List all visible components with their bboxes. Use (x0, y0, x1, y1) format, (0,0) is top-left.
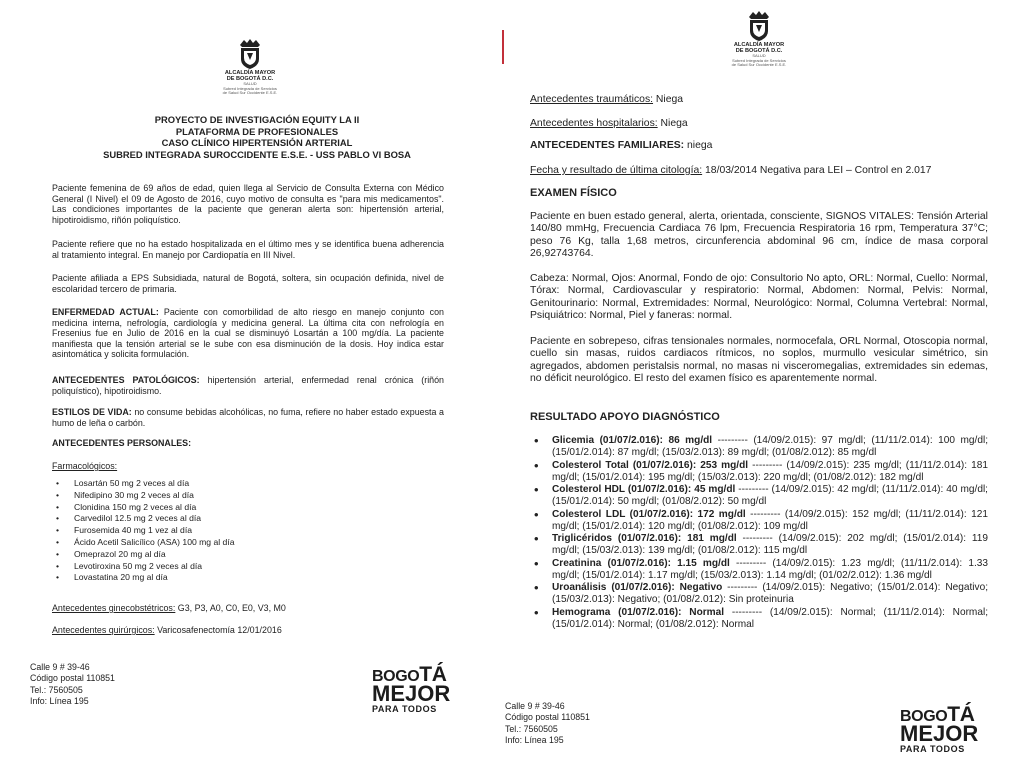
footer-postal: Código postal 110851 (30, 673, 115, 684)
medication-item: • Clonidina 150 mg 2 veces al día (52, 502, 432, 514)
left-page (0, 0, 500, 768)
result-history: --------- (14/09/2.015): 202 mg/dl; (15/01/2.014): 119 mg/dl; (15/03/2.013): 139 mg/dl; (01/08/2.012): 115 mg/dl (552, 533, 988, 556)
medication-item: • Carvedilol 12.5 mg 2 veces al día (52, 513, 432, 525)
result-item (530, 460, 988, 484)
medication-item: • Lovastatina 20 mg al día (52, 572, 432, 584)
current-illness-text: Paciente con comorbilidad de alto riesgo en manejo conjunto con medicina interna, nefrología, cardiología y medicina general. La última cita con nefrología en Fresenius fue en Julio de 2016 en la cual se disminuyó Losartán a 100 mg/día. La paciente manifiesta que la tensión arterial se le sube con esa disminución de la dosis. Hoy indica estar asintomática y solicita formulación. (52, 307, 444, 360)
hospitalization-paragraph: Paciente refiere que no ha estado hospitalizada en el último mes y se identifica buena adherencia al tratamiento integral. En manejo por Cardiopatía en III Nivel. (52, 239, 444, 260)
trauma-history (530, 94, 990, 106)
result-item (530, 558, 988, 582)
current-illness-heading: ENFERMEDAD ACTUAL: (52, 307, 159, 317)
trauma-label: Antecedentes traumáticos: (530, 94, 654, 105)
footer-address: Calle 9 # 39-46 (30, 662, 90, 672)
page-divider-mark (502, 30, 504, 64)
result-current: Creatinina (01/07/2.016): 1.15 mg/dl (552, 557, 730, 569)
lifestyle-heading: ESTILOS DE VIDA: (52, 407, 132, 417)
result-item (530, 484, 988, 508)
lifestyle-section (52, 407, 444, 428)
logo-title-2: DE BOGOTÁ D.C. (735, 48, 783, 54)
logo-sub-1: Subred Integrada de Servicios (732, 57, 786, 63)
intro-paragraph: Paciente femenina de 69 años de edad, quien llega al Servicio de Consulta Externa con Médico General (I Nivel) el 09 de Agosto de 2016, cuyo motivo de consulta es "para mis medicamentos". Las condiciones importantes de la paciente que generan alerta son: hipertensión arterial, hipotiroidismo, riñón poliquístico. (52, 183, 444, 225)
pathological-history-heading: ANTECEDENTES PATOLÓGICOS: (52, 375, 200, 385)
gyneco-label: Antecedentes ginecobstétricos: (52, 603, 176, 613)
right-page (505, 0, 1024, 768)
brand-para-todos: PARA TODOS (900, 744, 965, 754)
hospital-history (530, 118, 990, 130)
result-current: Colesterol HDL (01/07/2.016): 45 mg/dl (552, 484, 736, 495)
pathological-history-text: hipertensión arterial, enfermedad renal crónica (riñón poliquístico), hipotiroidismo. (52, 375, 444, 396)
personal-history-heading: ANTECEDENTES PERSONALES: (52, 438, 192, 448)
pharmacological-heading: Farmacológicos: (52, 461, 118, 471)
result-current: Uroanálisis (01/07/2.016): Negativo (552, 582, 723, 593)
title-line: CASO CLÍNICO HIPERTENSIÓN ARTERIAL (161, 137, 353, 149)
brand-o: O (407, 668, 420, 685)
coat-of-arms-icon (238, 38, 262, 70)
logo-title-1: ALCALDÍA MAYOR (733, 42, 785, 48)
cytology-value: 18/03/2014 Negativa para LEI – Control en 2.017 (702, 165, 932, 176)
result-history: --------- (14/09/2.015): 42 mg/dl; (11/11/2.014): 40 mg/dl; (15/01/2.014): 50 mg/dl; (01/08/2.012): 50 mg/dl (552, 484, 988, 507)
medication-item: • Omeprazol 20 mg al día (52, 549, 432, 561)
alcaldia-logo (714, 10, 804, 68)
medication-item: • Ácido Acetil Salicílico (ASA) 100 mg al día (52, 537, 432, 549)
result-current: Hemograma (01/07/2.016): Normal (552, 606, 725, 618)
affiliation-paragraph: Paciente afiliada a EPS Subsidiada, natural de Bogotá, soltera, sin ocupación definida, nivel de escolaridad tercero de primaria. (52, 273, 444, 294)
pathological-history-section (52, 375, 444, 396)
medication-item: • Furosemida 40 mg 1 vez al día (52, 525, 432, 537)
surgical-label: Antecedentes quirúrgicos: (52, 625, 155, 635)
diagnostic-results-list (530, 435, 988, 631)
gyneco-value: G3, P3, A0, C0, E0, V3, M0 (175, 603, 286, 613)
result-current: Triglicéridos (01/07/2.016): 181 mg/dl (552, 533, 737, 544)
surgical-value: Varicosafenectomía 12/01/2016 (154, 625, 282, 635)
hospital-label: Antecedentes hospitalarios: (530, 118, 658, 129)
medication-item: • Nifedipino 30 mg 2 veces al día (52, 490, 432, 502)
result-history: --------- (14/09/2.015): 97 mg/dl; (11/11/2.014): 100 mg/dl; (15/01/2.014): 87 mg/dl; (15/03/2.013): 89 mg/dl; (01/08/2.012): 85 mg/dl (552, 435, 988, 458)
logo-sector: SALUD (243, 81, 257, 86)
brand-o: O (935, 708, 948, 725)
brand-ta: TÁ (419, 663, 447, 686)
result-current: Colesterol Total (01/07/2.016): 253 mg/dl (552, 459, 749, 471)
cytology-label: Fecha y resultado de última citología: (530, 165, 703, 176)
title-line: PROYECTO DE INVESTIGACIÓN EQUITY LA II (154, 114, 360, 125)
physical-exam-heading: EXAMEN FÍSICO (530, 187, 617, 199)
result-item (530, 607, 988, 631)
lifestyle-text: no consume bebidas alcohólicas, no fuma, refiere no haber estado expuesta a humo de leña o carbón. (52, 407, 444, 428)
result-history: --------- (14/09/2.015): 235 mg/dl; (11/11/2.014): 181 mg/dl; (15/01/2.014): 195 mg/dl; (15/03/2.013): 220 mg/dl; (01/08/2.012): 182 mg/dl (552, 459, 988, 483)
result-item (530, 509, 988, 533)
contact-footer (505, 701, 590, 747)
result-item (530, 582, 988, 606)
footer-phone: Tel.: 7560505 (505, 723, 558, 734)
footer-info: Info: Línea 195 (30, 696, 89, 707)
bogota-mejor-logo (900, 703, 979, 754)
medication-item: • Losartán 50 mg 2 veces al día (52, 478, 432, 490)
title-line: PLATAFORMA DE PROFESIONALES (175, 125, 339, 137)
footer-info: Info: Línea 195 (505, 735, 564, 746)
physical-exam-vitals: Paciente en buen estado general, alerta, orientada, consciente, SIGNOS VITALES: Tensión Arterial 140/80 mmHg, Frecuencia Cardiaca 76 lpm, Frecuencia Respiratoria 16 rpm, Temperatura 37°C; peso 76 Kg, talla 1,68 metros, circunferencia abdominal 96 cm, índice de masa corporal 26,92743764. (530, 211, 988, 260)
logo-title-1: ALCALDÍA MAYOR (224, 70, 276, 76)
contact-footer (30, 662, 115, 708)
logo-sub-2: de Salud Sur Occidente E.S.E. (731, 62, 787, 68)
surgical-history (52, 625, 444, 636)
brand-para-todos: PARA TODOS (372, 704, 437, 714)
result-history: --------- (14/09/2.015): Normal; (11/11/2.014): Normal; (15/01/2.014): Normal; (01/08/2.012): Normal (552, 606, 989, 630)
brand-mejor: MEJOR (372, 681, 451, 706)
current-illness-section (52, 307, 444, 360)
document-title (52, 114, 462, 160)
trauma-value: Niega (653, 94, 684, 105)
gyneco-history (52, 603, 444, 614)
brand-mejor: MEJOR (900, 721, 979, 746)
footer-phone: Tel.: 7560505 (30, 684, 83, 695)
physical-exam-summary: Paciente en sobrepeso, cifras tensionales normales, normocefala, ORL Normal, Otoscopia normal, cuello sin masas, ruidos cardiacos rítmicos, no soplos, murmullo vesicular simétrico, sin agregados, abdomen peristalsis normal, no masas ni visceromegalias, extremidades sin edemas, no déficit neurológico. El resto del examen físico es aparentemente normal. (530, 336, 988, 385)
title-line: SUBRED INTEGRADA SUROCCIDENTE E.S.E. - USS PABLO VI BOSA (103, 148, 411, 160)
logo-sub-2: de Salud Sur Occidente E.S.E. (222, 90, 278, 96)
result-item (530, 533, 988, 557)
result-current: Colesterol LDL (01/07/2.016): 172 mg/dl (552, 508, 746, 520)
family-label: ANTECEDENTES FAMILIARES: (530, 140, 685, 151)
medication-item: • Levotiroxina 50 mg 2 veces al día (52, 561, 432, 573)
physical-exam-systems: Cabeza: Normal, Ojos: Anormal, Fondo de ojo: Consultorio No apto, ORL: Normal, Cuello: Normal, Tórax: Normal, Cardiovascular y respiratorio: Normal, Abdomen: Normal, Pelvis: Normal, Genitourinario: Normal, Extremidades: Normal, Neurológico: Normal, Columna Vertebral: Normal, Psiquiátrico: Normal, Piel y faneras: normal. (530, 273, 988, 322)
result-item (530, 435, 988, 459)
result-current: Glicemia (01/07/2.016): 86 mg/dl (552, 435, 713, 446)
footer-postal: Código postal 110851 (505, 712, 590, 723)
coat-of-arms-icon (747, 10, 771, 42)
result-history: --------- (14/09/2.015): 152 mg/dl; (11/11/2.014): 121 mg/dl; (15/01/2.014): 120 mg/dl; (01/08/2.012): 109 mg/dl (552, 508, 988, 532)
footer-address: Calle 9 # 39-46 (505, 701, 565, 711)
brand-ta: TÁ (947, 703, 975, 726)
hospital-value: Niega (657, 118, 688, 129)
logo-sector: SALUD (752, 53, 766, 58)
logo-sub-1: Subred Integrada de Servicios (223, 85, 277, 91)
result-history: --------- (14/09/2.015): 1.23 mg/dl; (11/11/2.014): 1.33 mg/dl; (15/01/2.014): 1.17 mg/dl; (15/03/2.013): 1.14 mg/dl; (01/02/2.012): 1.36 mg/dl (552, 557, 988, 581)
brand-prefix: BOG (900, 708, 936, 725)
bogota-mejor-logo (372, 663, 451, 714)
cytology-result (530, 165, 1000, 177)
medication-list (52, 478, 432, 584)
logo-title-2: DE BOGOTÁ D.C. (226, 76, 274, 82)
result-history: --------- (14/09/2.015): Negativo; (15/01/2.014): Negativo; (15/03/2.013): Negativo; (01/08/2.012): Sin proteinuria (552, 582, 989, 605)
brand-prefix: BOG (372, 668, 408, 685)
family-history (530, 140, 990, 152)
diagnostic-results-heading: RESULTADO APOYO DIAGNÓSTICO (530, 411, 720, 423)
family-value: niega (684, 140, 713, 151)
alcaldia-logo (205, 38, 295, 96)
